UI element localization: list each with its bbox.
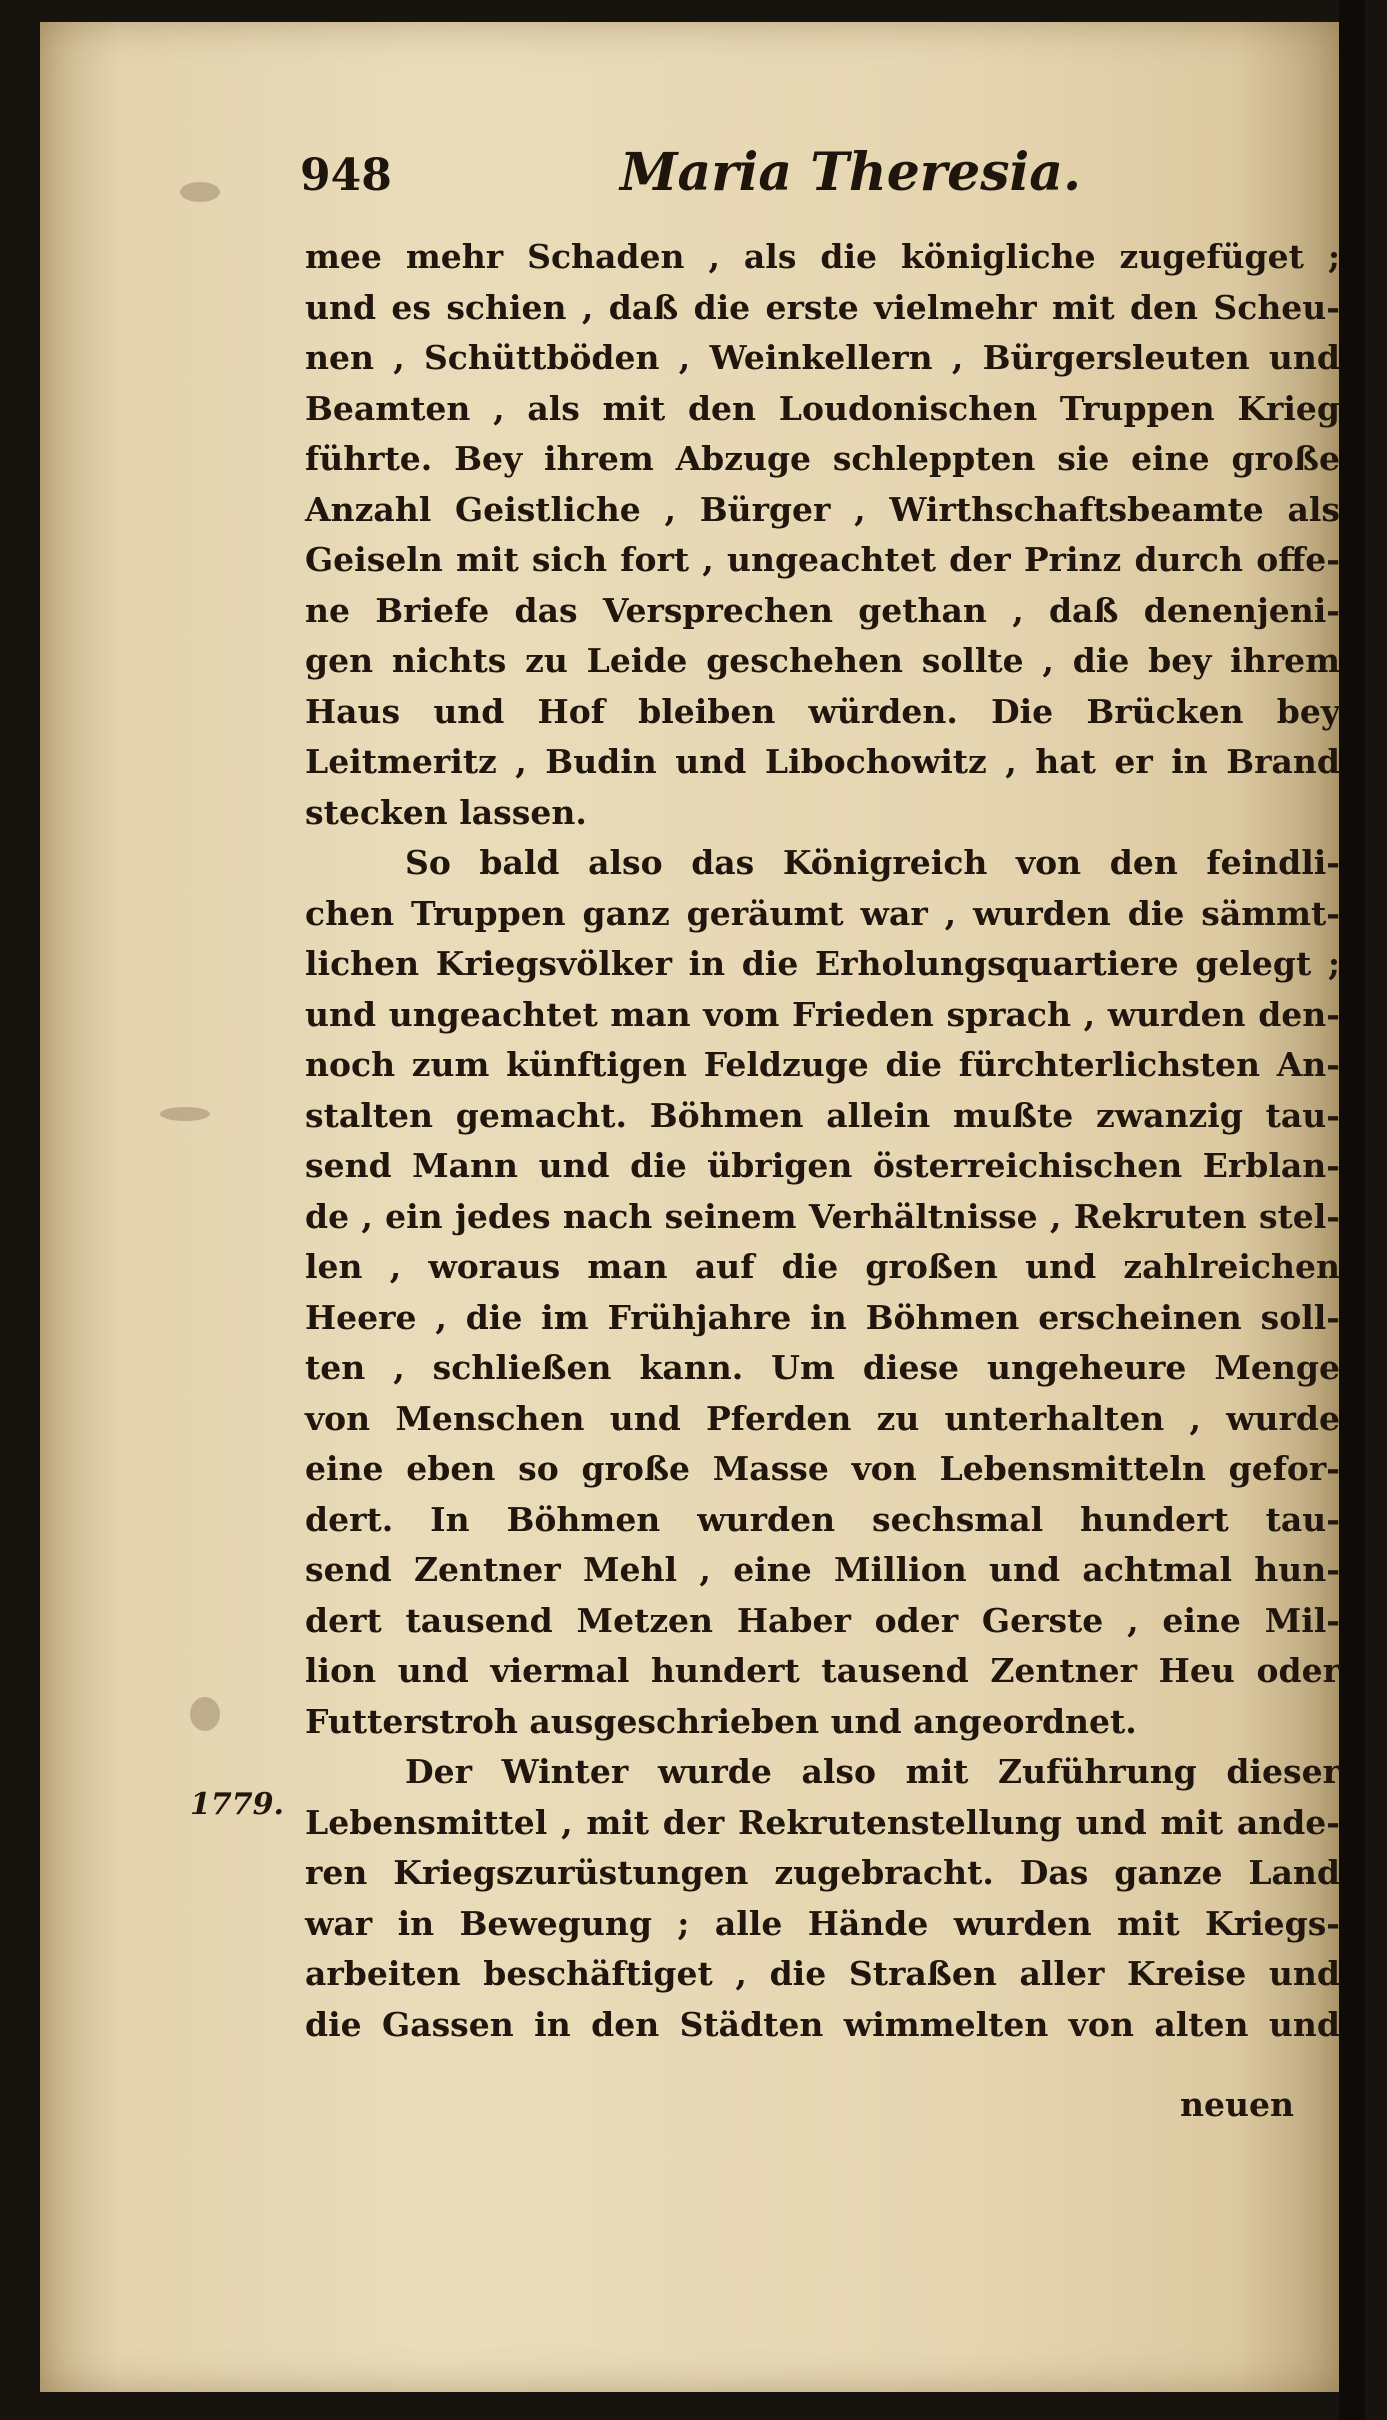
text-line: dert tausend Metzen Haber oder Gerste , eine Mil- bbox=[305, 1600, 1340, 1640]
text-line: lion und viermal hundert tausend Zentner Heu oder bbox=[305, 1651, 1340, 1690]
text-line: mee mehr Schaden , als die königliche zugefüget ; bbox=[305, 237, 1340, 276]
text-line: len , woraus man auf die großen und zahlreichen bbox=[305, 1247, 1340, 1286]
text-line: stalten gemacht. Böhmen allein mußte zwanzig tau- bbox=[305, 1095, 1340, 1135]
text-line: die Gassen in den Städten wimmelten von alten und bbox=[305, 2004, 1340, 2044]
text-line: nen , Schüttböden , Weinkellern , Bürgersleuten und bbox=[305, 338, 1340, 377]
text-line: So bald also das Königreich von den feindli- bbox=[405, 843, 1340, 882]
running-title: Maria Theresia. bbox=[620, 142, 1082, 203]
text-line: von Menschen und Pferden zu unterhalten , wurde bbox=[305, 1398, 1340, 1438]
text-line: Anzahl Geistliche , Bürger , Wirthschaftsbeamte als bbox=[305, 489, 1340, 529]
text-line: führte. Bey ihrem Abzuge schleppten sie eine große bbox=[305, 439, 1340, 478]
ink-smudge bbox=[160, 1107, 210, 1121]
text-line: send Zentner Mehl , eine Million und achtmal hun- bbox=[305, 1550, 1340, 1589]
text-line: ren Kriegszurüstungen zugebracht. Das ganze Land bbox=[305, 1853, 1340, 1892]
page-header bbox=[0, 142, 1387, 210]
text-line: Lebensmittel , mit der Rekrutenstellung und mit ande- bbox=[305, 1802, 1340, 1842]
text-line: eine eben so große Masse von Lebensmitteln gefor- bbox=[305, 1449, 1340, 1488]
text-line: Beamten , als mit den Loudonischen Truppen Krieg bbox=[305, 388, 1340, 428]
text-line: ten , schließen kann. Um diese ungeheure Menge bbox=[305, 1348, 1340, 1387]
page-number: 948 bbox=[300, 150, 392, 201]
text-line: und es schien , daß die erste vielmehr mit den Scheu- bbox=[305, 287, 1340, 327]
text-line: Haus und Hof bleiben würden. Die Brücken bey bbox=[305, 691, 1340, 731]
text-line: send Mann und die übrigen österreichischen Erblan- bbox=[305, 1146, 1340, 1185]
text-line: chen Truppen ganz geräumt war , wurden die sämmt- bbox=[305, 893, 1340, 933]
text-line: de , ein jedes nach seinem Verhältnisse , Rekruten stel- bbox=[305, 1196, 1340, 1236]
text-line: ne Briefe das Versprechen gethan , daß denenjeni- bbox=[305, 590, 1340, 630]
text-line: lichen Kriegsvölker in die Erholungsquartiere gelegt ; bbox=[305, 944, 1340, 983]
text-line: gen nichts zu Leide geschehen sollte , die bey ihrem bbox=[305, 641, 1340, 680]
book-edge bbox=[1339, 0, 1365, 2420]
text-line: Leitmeritz , Budin und Libochowitz , hat er in Brand bbox=[305, 742, 1340, 781]
text-line: Heere , die im Frühjahre in Böhmen erscheinen soll- bbox=[305, 1297, 1340, 1337]
text-line: dert. In Böhmen wurden sechsmal hundert tau- bbox=[305, 1499, 1340, 1539]
text-line: und ungeachtet man vom Frieden sprach , wurden den- bbox=[305, 994, 1340, 1034]
margin-year-note: 1779. bbox=[190, 1787, 284, 1822]
text-line: Geiseln mit sich fort , ungeachtet der Prinz durch offe- bbox=[305, 540, 1340, 579]
text-line: Der Winter wurde also mit Zuführung dieser bbox=[405, 1752, 1340, 1791]
catchword: neuen bbox=[1180, 2085, 1294, 2124]
text-line: arbeiten beschäftiget , die Straßen aller Kreise und bbox=[305, 1954, 1340, 1993]
text-line: Futterstroh ausgeschrieben und angeordnet. bbox=[305, 1701, 1137, 1741]
body-text bbox=[305, 232, 1340, 2050]
text-line: stecken lassen. bbox=[305, 792, 587, 832]
text-line: war in Bewegung ; alle Hände wurden mit Kriegs- bbox=[305, 1903, 1340, 1943]
text-line: noch zum künftigen Feldzuge die fürchterlichsten An- bbox=[305, 1045, 1340, 1084]
ink-smudge bbox=[190, 1697, 220, 1731]
